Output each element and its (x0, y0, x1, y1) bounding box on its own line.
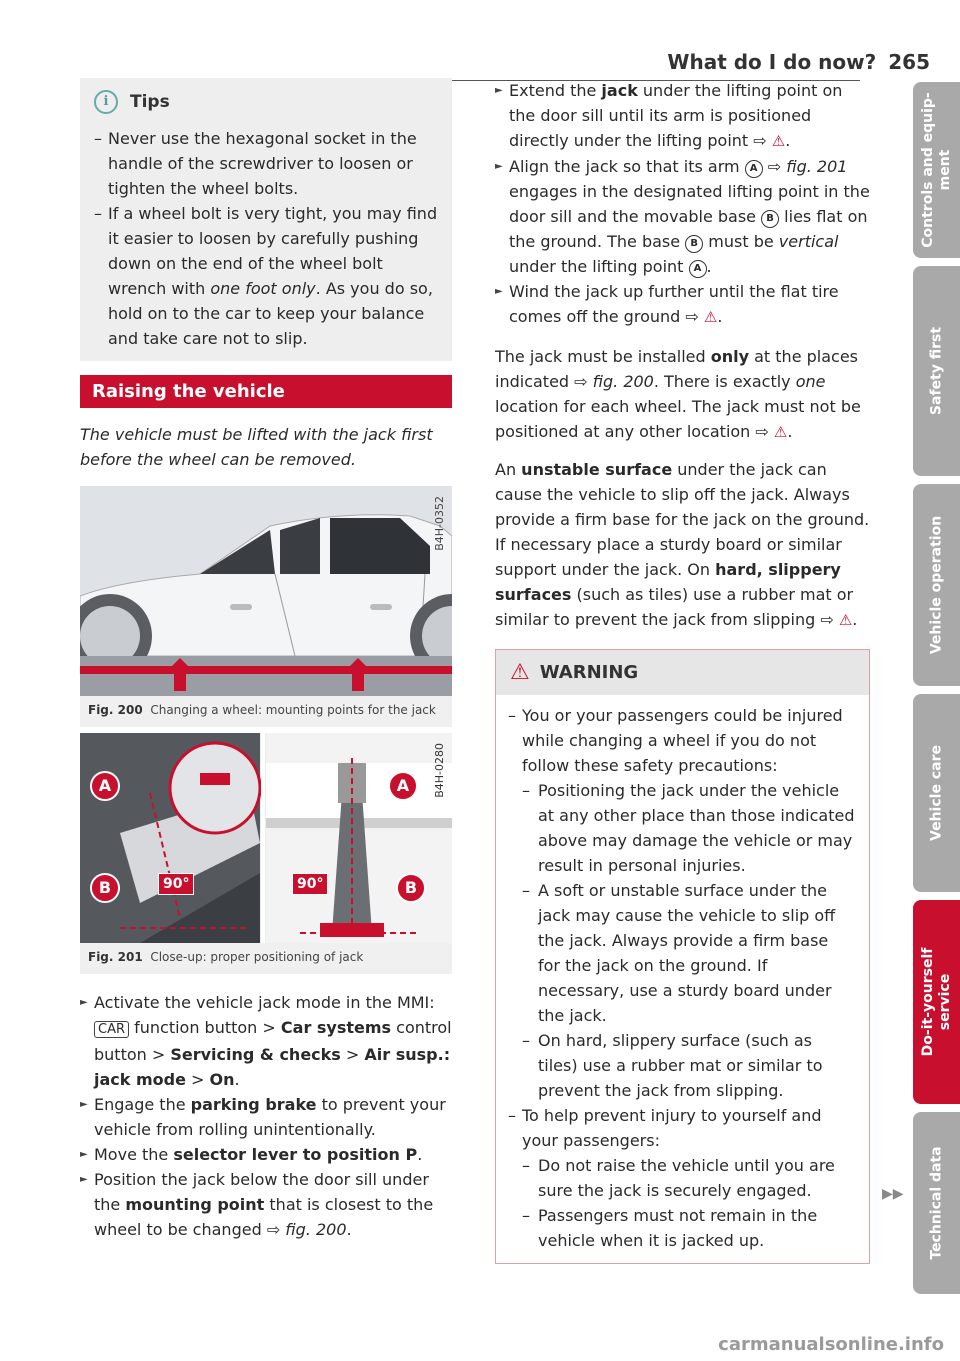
tips-title: Tips (130, 92, 170, 112)
left-column (80, 78, 452, 1242)
tab-label: Vehicle care (928, 745, 944, 841)
step-text: under the lifting point (509, 257, 689, 276)
para-text: under the jack can cause the vehicle to slip off the jack. Always provide a firm base for the jack on the ground. If necessary place a sturdy board or similar support under the jack. On (495, 460, 870, 579)
warning-sublist (522, 778, 855, 1103)
tips-heading (94, 90, 440, 114)
warning-subitem: – A soft or unstable surface under the jack may cause the vehicle to slip off the jack. Always provide a firm base for the jack on the ground. If necessary, use a sturdy board under the jack. (522, 878, 855, 1028)
warning-list (508, 703, 855, 1253)
tab-vehicle-operation[interactable] (913, 484, 960, 686)
tab-label: Controls and equip- ment (919, 92, 953, 248)
marker-a-right: A (388, 771, 418, 801)
step-item (495, 279, 870, 330)
warning-triangle-icon: ⚠ (510, 660, 530, 685)
step-item (80, 1167, 452, 1242)
step-item (495, 78, 870, 154)
left-steps (80, 990, 452, 1242)
tab-label: Vehicle operation (928, 515, 944, 655)
page-header (667, 50, 930, 74)
figure-label: Fig. 200 (88, 703, 143, 717)
warning-subitem: – Positioning the jack under the vehicle at any other place than those indicated above may damage the vehicle or may result in personal injuries. (522, 778, 855, 878)
car-side-illustration (80, 486, 452, 696)
step-text: > (340, 1045, 365, 1064)
tab-label: Safety first (928, 326, 944, 416)
step-bold: On (209, 1070, 235, 1089)
right-column (495, 78, 870, 1264)
step-text: Align the jack so that its arm (509, 157, 745, 176)
step-text: . (234, 1070, 240, 1089)
warning-text: To help prevent injury to yourself and your passengers: (522, 1106, 822, 1150)
marker-b-right: B (396, 873, 426, 903)
warning-item (508, 1103, 855, 1253)
warning-icon: ⚠ (703, 308, 718, 326)
warning-subitem: – Do not raise the vehicle until you are sure the jack is securely engaged. (522, 1153, 855, 1203)
tip-item (94, 126, 440, 201)
tip-item (94, 201, 440, 351)
angle-label-right: 90° (292, 873, 328, 895)
car-side-svg (80, 486, 452, 696)
para-text: The jack must be installed (495, 347, 711, 366)
step-text: . (785, 131, 791, 150)
step-text: Position the jack below the door sill under the (94, 1170, 429, 1214)
step-text: Extend the (509, 81, 602, 100)
warning-heading (496, 650, 869, 695)
figure-caption (80, 943, 452, 974)
warning-sublist (522, 1153, 855, 1253)
marker-b-inline: B (761, 210, 779, 228)
warning-title: WARNING (539, 662, 639, 683)
para-text: . (787, 422, 793, 441)
tab-controls-and-equipment[interactable] (913, 82, 960, 258)
tips-list (94, 126, 440, 351)
step-text: Move the (94, 1145, 174, 1164)
step-bold: Car systems (280, 1018, 392, 1037)
para-text: . There is exactly (653, 372, 796, 391)
para-text: location for each wheel. The jack must not be positioned at any other location ⇨ (495, 397, 861, 441)
figure-link[interactable]: ⇨ fig. 201 (762, 157, 848, 176)
marker-a-inline: A (745, 160, 763, 178)
section-lead: The vehicle must be lifted with the jack first before the wheel can be removed. (80, 425, 433, 469)
tip-emphasis: one foot only (210, 279, 316, 298)
step-text: control button > (94, 1018, 452, 1064)
continue-arrow-icon: ▶▶ (882, 1186, 904, 1202)
para-text: at the places indicated (495, 347, 859, 391)
step-text: to prevent your vehicle from rolling unintentionally. (94, 1095, 446, 1139)
step-text: Wind the jack up further until the flat tire comes off the ground ⇨ (509, 282, 839, 326)
figure-code: B4H-0280 (433, 743, 446, 798)
figure-caption (80, 696, 452, 727)
para-bold: only (710, 347, 750, 366)
page-number: 265 (888, 50, 930, 74)
warning-subitem: – Passengers must not remain in the vehicle when it is jacked up. (522, 1203, 855, 1253)
step-bold: Servicing & checks (170, 1045, 341, 1064)
warning-subitem: – On hard, slippery surface (such as tiles) use a rubber mat or similar to prevent the jack from slipping. (522, 1028, 855, 1103)
step-text: . (417, 1145, 423, 1164)
warning-icon: ⚠ (771, 132, 786, 150)
para-bold: unstable surface (521, 460, 673, 479)
para-text: (such as tiles) use a rubber mat or similar to prevent the jack from slipping ⇨ (495, 585, 854, 629)
warning-box (495, 649, 870, 1264)
step-text: that is closest to the wheel to be changed (94, 1195, 434, 1239)
step-bold: mounting point (125, 1195, 265, 1214)
tips-box (80, 78, 452, 361)
step-text: under the lifting point on the door sill until its arm is positioned directly under the lifting point ⇨ (509, 81, 843, 150)
tip-text: If a wheel bolt is very tight, you may find it easier to loosen by carefully pushing down on the end of the wheel bolt wrench with (108, 204, 438, 298)
step-bold: selector lever to position P (173, 1145, 418, 1164)
info-icon: i (94, 90, 118, 114)
step-text: must be (703, 232, 779, 251)
angle-label-left: 90° (158, 873, 194, 895)
step-text: . (717, 307, 723, 326)
tab-vehicle-care[interactable] (913, 694, 960, 892)
step-item (495, 154, 870, 279)
tip-text: Never use the hexagonal socket in the handle of the screwdriver to loosen or tighten the wheel bolts. (108, 129, 417, 198)
step-text: engages in the designated lifting point in the door sill and the movable base (509, 182, 870, 226)
marker-b-inline: B (685, 235, 703, 253)
tab-label: Technical data (928, 1146, 944, 1260)
para-emphasis: one (795, 372, 826, 391)
warning-icon: ⚠ (838, 611, 853, 629)
para-bold: hard, slippery surfaces (495, 560, 841, 604)
step-text: > (185, 1070, 210, 1089)
tip-text: . As you do so, hold on to the car to keep your balance and take care not to slip. (108, 279, 433, 348)
warning-item (508, 703, 855, 1103)
tab-safety-first[interactable] (913, 266, 960, 476)
step-item (80, 1092, 452, 1142)
step-bold: Air susp.: jack mode (94, 1045, 451, 1089)
step-text: . (706, 257, 712, 276)
step-text: function button > (129, 1018, 281, 1037)
step-text: . (346, 1220, 352, 1239)
warning-icon: ⚠ (773, 423, 788, 441)
jack-closeup-illustration (80, 733, 452, 943)
right-steps (495, 78, 870, 330)
warning-text: You or your passengers could be injured while changing a wheel if you do not follow these safety precautions: (522, 706, 843, 775)
tab-label: Do-it-yourself service (919, 947, 953, 1057)
figure-caption-text: Close-up: proper positioning of jack (150, 950, 364, 964)
step-bold: parking brake (190, 1095, 317, 1114)
para-text: An (495, 460, 522, 479)
chapter-title: What do I do now? (667, 50, 877, 74)
car-key: CAR (94, 1021, 129, 1038)
para-text: . (852, 610, 858, 629)
step-bold: jack (601, 81, 638, 100)
step-item (80, 990, 452, 1092)
figure-caption-text: Changing a wheel: mounting points for the jack (150, 703, 436, 717)
paragraph (495, 457, 870, 633)
warning-body (496, 695, 869, 1263)
figure-201 (80, 733, 452, 974)
figure-link[interactable]: ⇨ fig. 200 (574, 372, 654, 391)
step-text: lies flat on the ground. The base (509, 207, 868, 251)
section-banner: Raising the vehicle (80, 375, 452, 408)
figure-code: B4H-0352 (433, 496, 446, 551)
step-text: Engage the (94, 1095, 191, 1114)
step-item (80, 1142, 452, 1167)
tab-do-it-yourself-service[interactable] (913, 900, 960, 1104)
jack-closeup-svg (80, 733, 452, 943)
marker-a-left: A (90, 771, 120, 801)
paragraph (495, 344, 870, 445)
figure-link[interactable]: ⇨ fig. 200 (266, 1220, 347, 1239)
figure-label: Fig. 201 (88, 950, 143, 964)
watermark: carmanualsonline.info (718, 1334, 944, 1355)
tab-technical-data[interactable] (913, 1112, 960, 1294)
step-emphasis: vertical (778, 232, 839, 251)
marker-a-inline: A (689, 260, 707, 278)
figure-200 (80, 486, 452, 727)
marker-b-left: B (90, 873, 120, 903)
step-text: Activate the vehicle jack mode in the MMI: (94, 993, 435, 1012)
